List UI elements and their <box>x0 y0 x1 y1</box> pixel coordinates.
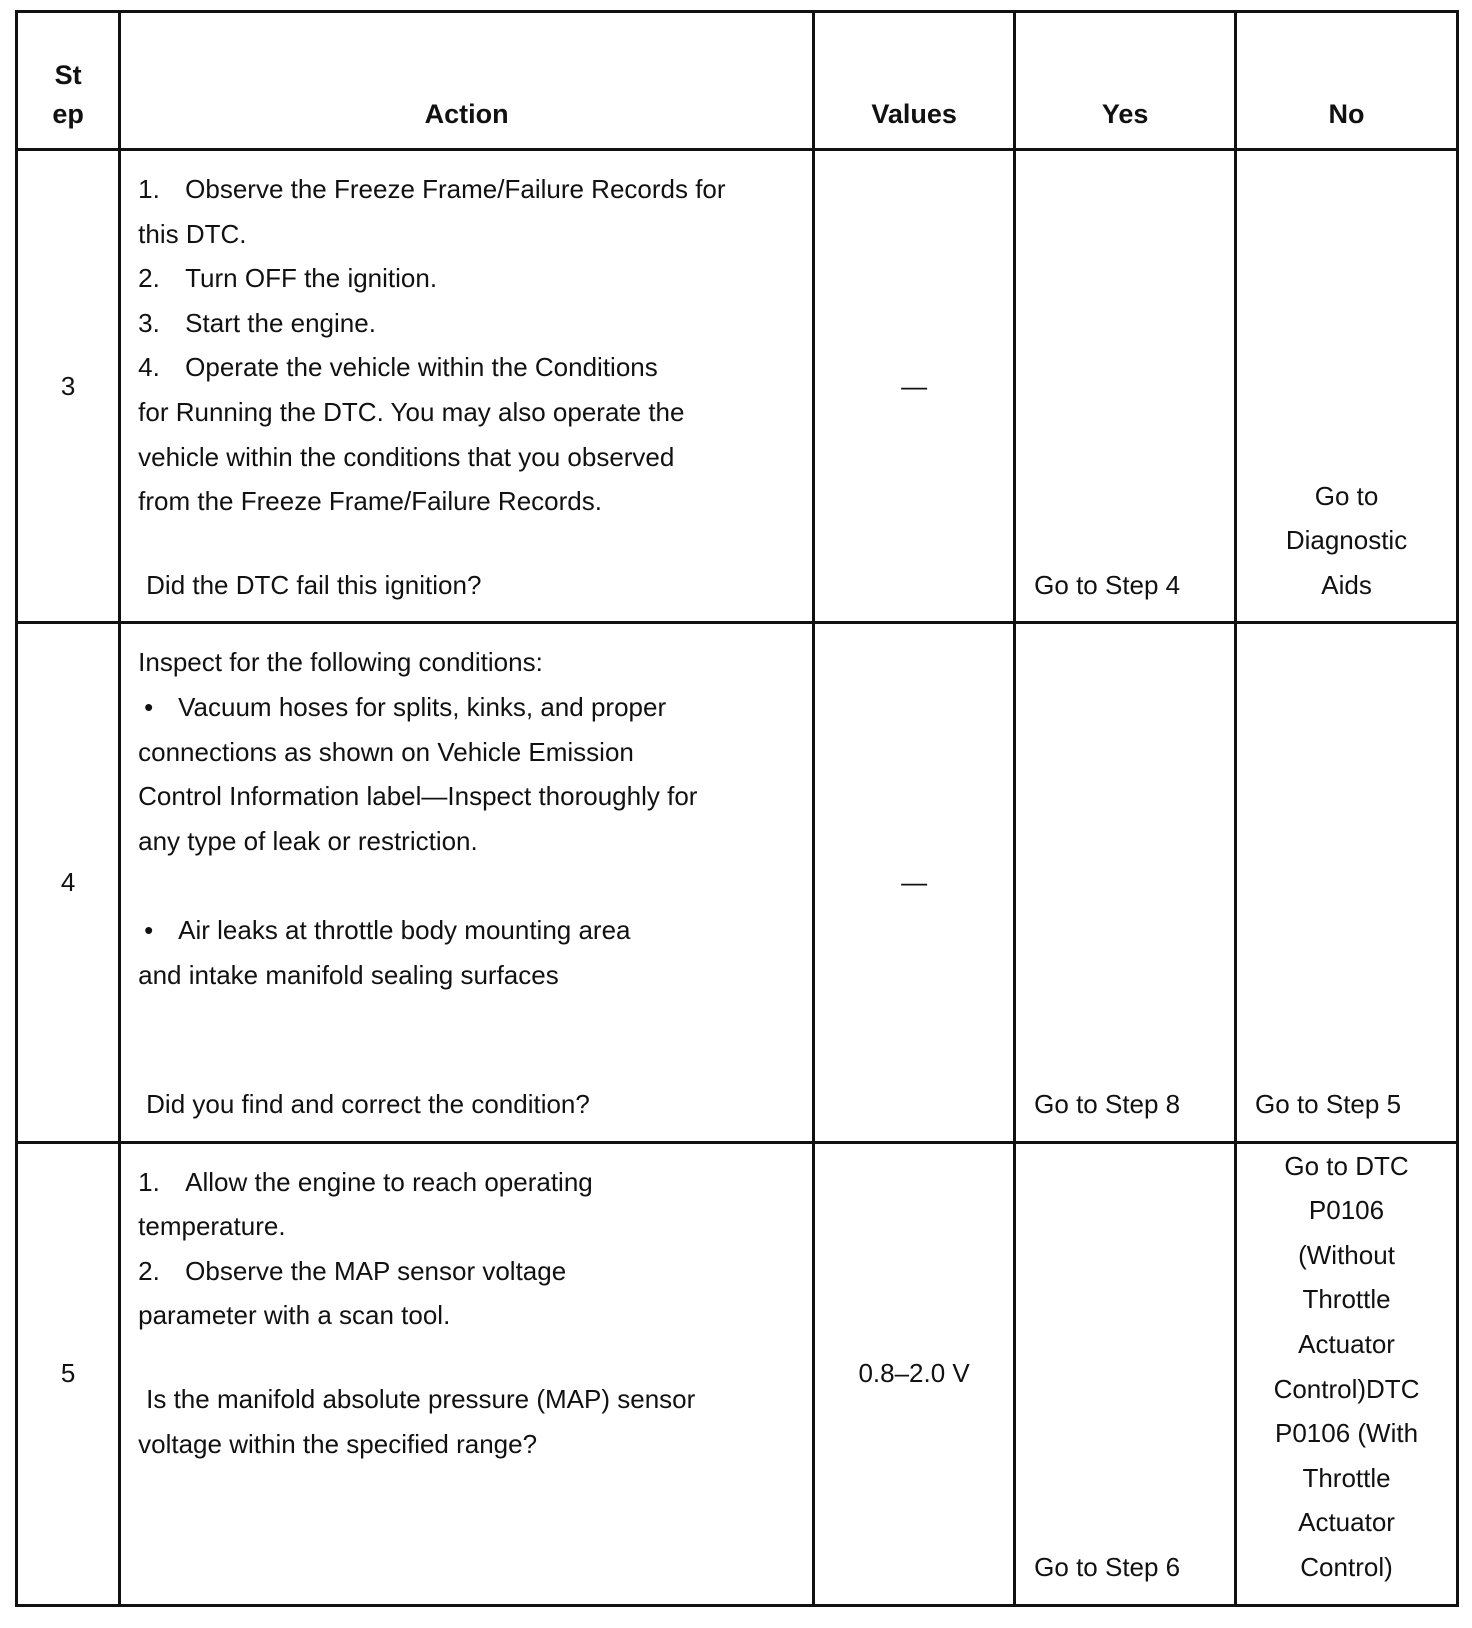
no-line: Diagnostic <box>1285 525 1408 556</box>
no-cell <box>1236 150 1458 623</box>
item-text-continued: parameter with a scan tool. <box>138 1300 451 1331</box>
action-cell <box>120 150 814 623</box>
header-action: Action <box>120 12 814 150</box>
item-text-continued: for Running the DTC. You may also operate the <box>138 396 685 427</box>
bullet-text: Vacuum hoses for splits, kinks, and proper <box>178 691 667 722</box>
action-line <box>138 301 798 346</box>
header-step <box>17 12 120 150</box>
no-line: Throttle <box>1302 1462 1391 1493</box>
table-row-step-4 <box>17 623 1458 1142</box>
item-text: Observe the MAP sensor voltage <box>185 1255 567 1286</box>
question-text-continued: voltage within the specified range? <box>138 1428 538 1459</box>
spacer <box>138 863 798 908</box>
yes-cell: Go to Step 4 <box>1015 150 1236 623</box>
bullet-line <box>138 908 798 953</box>
action-line <box>138 1249 798 1294</box>
bullet-text-continued: connections as shown on Vehicle Emission <box>138 736 634 767</box>
bullet-glyph: • <box>144 914 154 945</box>
action-line <box>138 167 798 212</box>
item-text: Start the engine. <box>185 307 376 338</box>
item-text-continued: this DTC. <box>138 218 247 249</box>
diagnostic-table <box>15 10 1459 1607</box>
no-line: Go to DTC <box>1284 1150 1409 1181</box>
bullet-text-continued: any type of leak or restriction. <box>138 825 478 856</box>
item-text: Operate the vehicle within the Conditions <box>185 352 658 383</box>
bullet-text: Air leaks at throttle body mounting area <box>178 914 631 945</box>
item-text-continued: from the Freeze Frame/Failure Records. <box>138 486 602 517</box>
bullet-line <box>138 685 798 730</box>
item-text: Turn OFF the ignition. <box>185 263 438 294</box>
action-cell <box>120 1142 814 1605</box>
spacer <box>138 1338 798 1377</box>
values-cell: — <box>814 623 1015 1142</box>
item-text-continued: temperature. <box>138 1211 286 1242</box>
item-number: 2. <box>138 1255 160 1286</box>
bullet-text-continued: and intake manifold sealing surfaces <box>138 959 559 990</box>
step-number: 5 <box>17 1142 120 1605</box>
no-line: (Without <box>1298 1239 1395 1270</box>
action-line <box>138 256 798 301</box>
item-number: 1. <box>138 1166 160 1197</box>
yes-cell: Go to Step 8 <box>1015 623 1236 1142</box>
step-number: 4 <box>17 623 120 1142</box>
item-number: 3. <box>138 307 160 338</box>
values-cell: — <box>814 150 1015 623</box>
item-number: 4. <box>138 352 160 383</box>
intro-text: Inspect for the following conditions: <box>138 647 543 678</box>
spacer <box>138 524 798 563</box>
question-text: Did you find and correct the condition? <box>146 1089 590 1120</box>
bullet-glyph: • <box>144 691 154 722</box>
no-cell: Go to Step 5 <box>1236 623 1458 1142</box>
no-line: Actuator <box>1298 1329 1395 1360</box>
item-text: Observe the Freeze Frame/Failure Records for <box>185 174 726 204</box>
no-line: P0106 (With <box>1274 1418 1419 1449</box>
item-text: Allow the engine to reach operating <box>185 1166 593 1197</box>
table-row-step-5 <box>17 1142 1458 1605</box>
values-cell: 0.8–2.0 V <box>814 1142 1015 1605</box>
action-line <box>138 1160 798 1205</box>
no-line: Aids <box>1321 569 1372 600</box>
item-number: 2. <box>138 263 160 294</box>
action-cell <box>120 623 814 1142</box>
spacer <box>138 997 798 1082</box>
header-no: No <box>1236 12 1458 150</box>
table-row-step-3 <box>17 150 1458 623</box>
no-line: Control) <box>1300 1552 1393 1583</box>
step-number: 3 <box>17 150 120 623</box>
item-number: 1. <box>138 174 160 204</box>
header-row <box>17 12 1458 150</box>
item-text-continued: vehicle within the conditions that you observed <box>138 441 675 472</box>
no-line: Actuator <box>1298 1507 1395 1538</box>
header-values: Values <box>814 12 1015 150</box>
no-cell <box>1236 1142 1458 1605</box>
yes-cell: Go to Step 6 <box>1015 1142 1236 1605</box>
action-line <box>138 345 798 390</box>
question-text: Is the manifold absolute pressure (MAP) sensor <box>146 1384 696 1415</box>
no-line: Control)DTC <box>1273 1373 1420 1404</box>
no-line: Go to <box>1314 480 1379 511</box>
no-line: Throttle <box>1302 1284 1391 1315</box>
header-step-line1: St <box>54 60 82 90</box>
header-step-line2: ep <box>52 99 84 129</box>
bullet-text-continued: Control Information label—Inspect thoroughly for <box>138 781 698 812</box>
header-yes: Yes <box>1015 12 1236 150</box>
question-text: Did the DTC fail this ignition? <box>146 569 482 600</box>
no-line: P0106 <box>1308 1195 1385 1226</box>
